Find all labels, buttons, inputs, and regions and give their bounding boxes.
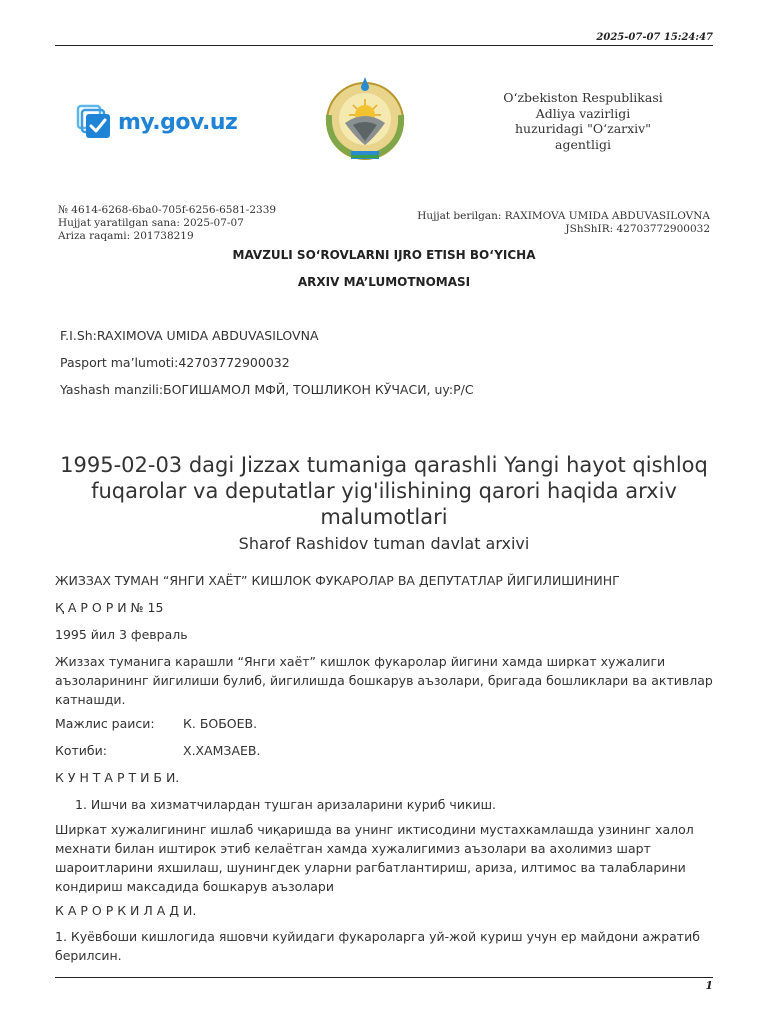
chair-value: К. БОБОЕВ. bbox=[183, 716, 258, 731]
agency-line: huzuridagi "O‘zarxiv" bbox=[515, 121, 651, 136]
agency-line: agentligi bbox=[555, 136, 611, 152]
secretary-label: Котиби: bbox=[55, 743, 107, 758]
agenda-heading: К У Н Т А Р Т И Б И. bbox=[55, 770, 180, 785]
intro-paragraph: Жиззах туманига карашли “Янги хаёт” кишлок фукаролар йигини хамда ширкат хужалиги аъзоларининг йигилиши булиб, йигилишда бошкарув аъзолари, бригада бошликлари ва активлар катнашди. bbox=[55, 654, 713, 707]
checkmark-icon bbox=[76, 104, 112, 140]
mygov-logo bbox=[76, 104, 237, 140]
secretary-row bbox=[55, 741, 715, 760]
secretary-value: Х.ХАМЗАЕВ. bbox=[183, 743, 261, 758]
person-name: F.I.Sh:RAXIMOVA UMIDA ABDUVASILOVNA bbox=[60, 328, 319, 343]
main-paragraph: Ширкат хужалигининг ишлаб чиқаришда ва унинг иктисодини мустахкамлашда узининг халол мехнати билан иштирок этиб келаётган хамда хужалигимиз аъзолари ва ахолимиз шарт шароитларини яхшилаш, шунингдек уларни рагбатлантириш, ариза, илтимос ва талабларини кондириш максадида бошкарув аъзолари bbox=[55, 822, 694, 894]
bottom-rule bbox=[55, 977, 713, 978]
document-heading: MAVZULI SO‘ROVLARNI IJRO ETISH BO‘YICHA bbox=[232, 248, 536, 262]
decision-date: 1995 йил 3 февраль bbox=[55, 627, 188, 642]
assembly-name: ЖИЗЗАХ ТУМАН “ЯНГИ ХАЁТ” КИШЛОК ФУКАРОЛАР ВА ДЕПУТАТЛАР ЙИГИЛИШИНИНГ bbox=[55, 573, 620, 588]
agenda-item: 1. Ишчи ва хизматчилардан тушган аризаларини куриб чикиш. bbox=[75, 797, 497, 812]
document-subheading: ARXIV MA’LUMOTNOMASI bbox=[297, 275, 471, 289]
decision-item: 1. Куёвбоши кишлогида яшовчи куйидаги фукароларга уй-жой куриш учун ер майдони ажратиб берилсин. bbox=[55, 929, 700, 963]
recipient-meta bbox=[417, 210, 710, 236]
decision-heading: К А Р О Р К И Л А Д И. bbox=[55, 903, 197, 918]
document-meta bbox=[58, 204, 276, 243]
person-passport: Pasport ma’lumoti:42703772900032 bbox=[60, 355, 290, 370]
agency-line: O‘zbekiston Respublikasi bbox=[503, 90, 663, 105]
logo-text: my.gov.uz bbox=[118, 109, 238, 135]
timestamp: 2025-07-07 15:24:47 bbox=[596, 32, 713, 43]
top-rule bbox=[55, 45, 713, 46]
decision-number: Қ А Р О Р И № 15 bbox=[55, 600, 164, 615]
jshshir: JShShIR: 42703772900032 bbox=[565, 223, 710, 235]
archive-name: Sharof Rashidov tuman davlat arxivi bbox=[238, 534, 530, 553]
created-date: Hujjat yaratilgan sana: 2025-07-07 bbox=[58, 217, 244, 229]
state-emblem-icon bbox=[315, 75, 415, 163]
page-number: 1 bbox=[705, 979, 713, 992]
issued-to: Hujjat berilgan: RAXIMOVA UMIDA ABDUVASILOVNA bbox=[417, 210, 710, 222]
agency-line: Adliya vazirligi bbox=[535, 105, 631, 121]
doc-number: № 4614-6268-6ba0-705f-6256-6581-2339 bbox=[58, 204, 277, 216]
chair-row bbox=[55, 714, 715, 733]
person-address: Yashash manzili:БОГИШАМОЛ МФЙ, ТОШЛИКОН КЎЧАСИ, uy:P/C bbox=[60, 382, 474, 397]
page-title: 1995-02-03 dagi Jizzax tumaniga qarashli Yangi hayot qishloq fuqarolar va deputatlar yig'ilishining qarori haqida arxiv malumotlari bbox=[60, 453, 708, 529]
chair-label: Мажлис раиси: bbox=[55, 716, 155, 731]
agency-block bbox=[488, 90, 678, 152]
application-number: Ariza raqami: 201738219 bbox=[58, 230, 194, 242]
